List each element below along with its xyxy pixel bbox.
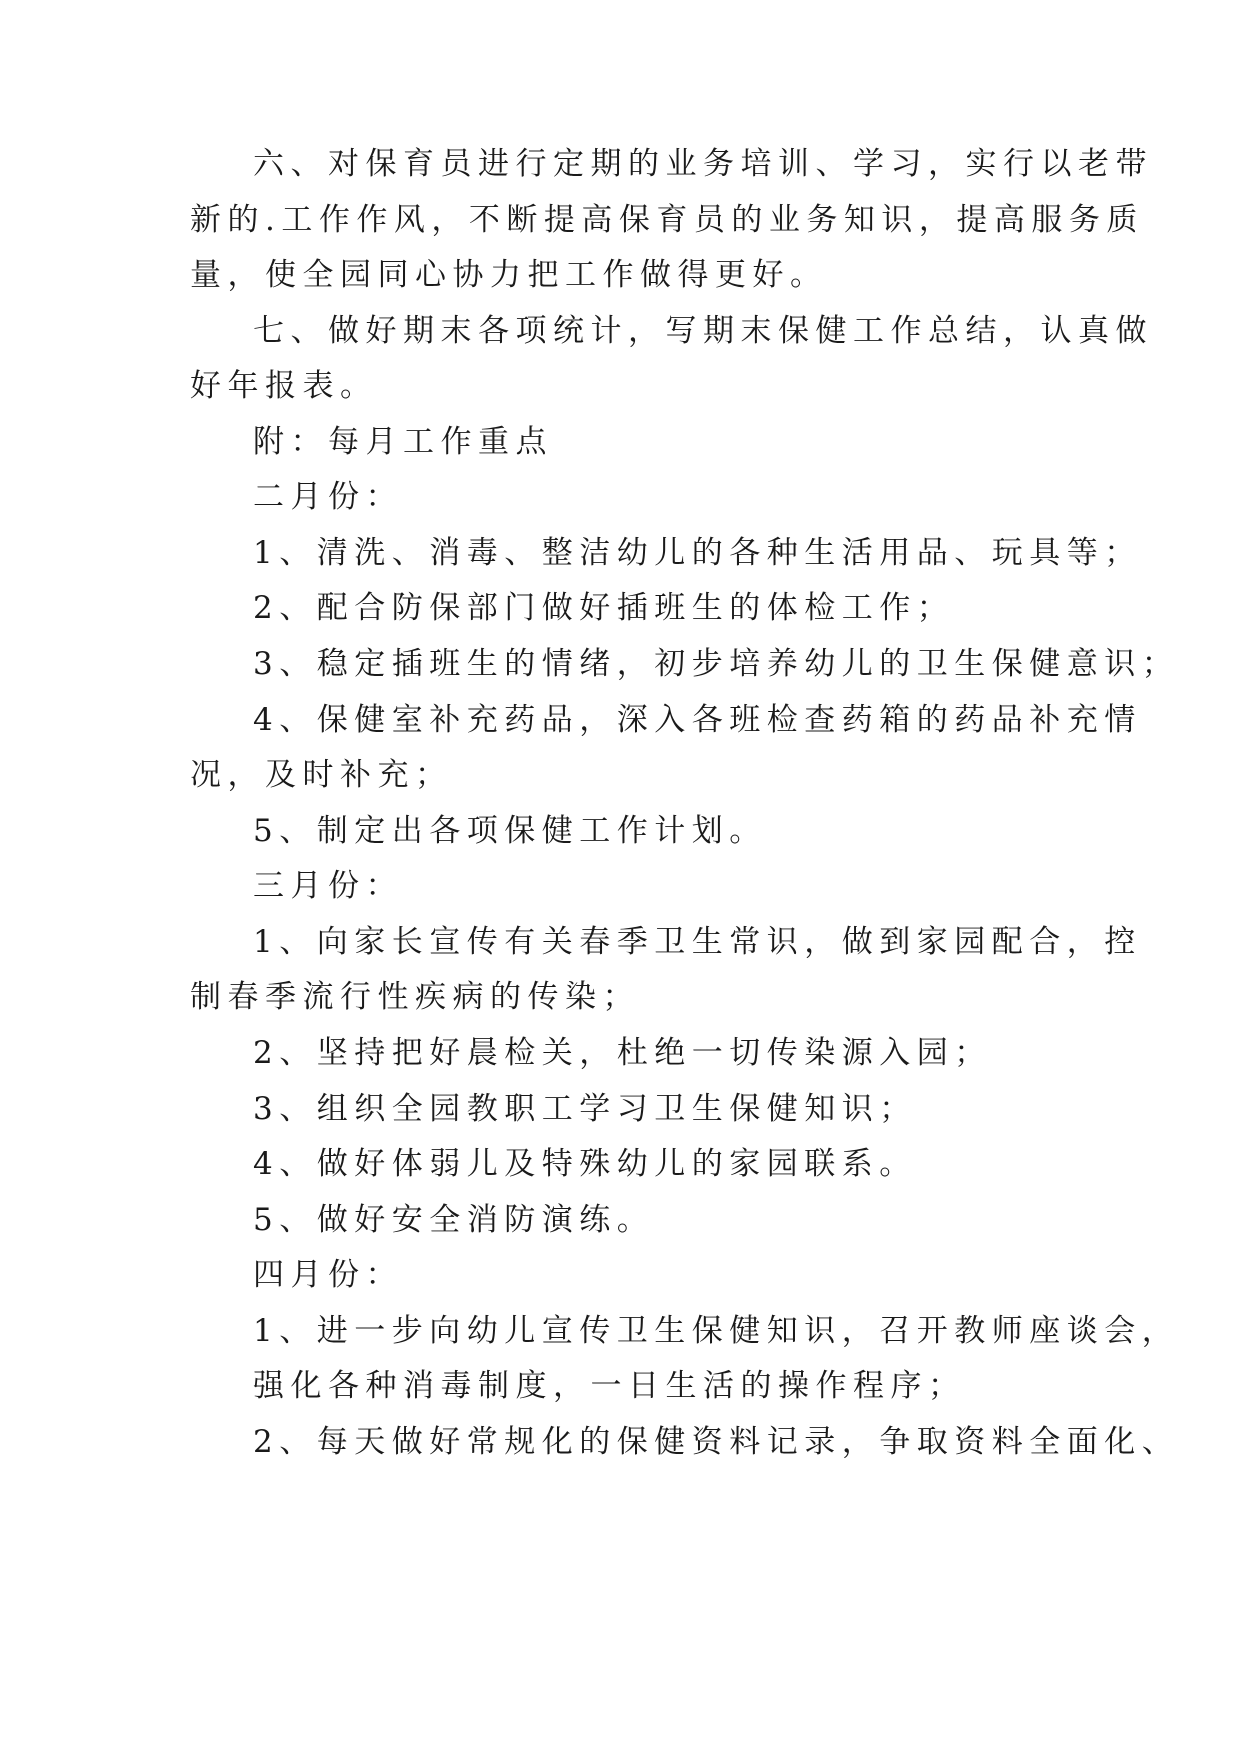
feb-item-5: 5、制定出各项保健工作计划。 [253, 813, 767, 849]
mar-item-4: 4、做好体弱儿及特殊幼儿的家园联系。 [253, 1146, 917, 1182]
paragraph-7-line-1: 七、做好期末各项统计，写期末保健工作总结，认真做 [253, 313, 1153, 349]
feb-item-4-line-1: 4、保健室补充药品，深入各班检查药箱的药品补充情 [253, 702, 1142, 738]
mar-item-2: 2、坚持把好晨检关，杜绝一切传染源入园； [253, 1035, 992, 1071]
feb-item-1: 1、清洗、消毒、整洁幼儿的各种生活用品、玩具等； [253, 535, 1142, 571]
mar-item-5: 5、做好安全消防演练。 [253, 1202, 655, 1238]
feb-item-2: 2、配合防保部门做好插班生的体检工作； [253, 590, 955, 626]
month-heading-feb: 二月份： [253, 479, 403, 515]
paragraph-6-line-3: 量，使全园同心协力把工作做得更好。 [190, 257, 828, 293]
feb-item-3: 3、稳定插班生的情绪，初步培养幼儿的卫生保健意识； [253, 646, 1180, 682]
paragraph-6-line-2: 新的.工作作风，不断提高保育员的业务知识，提高服务质 [190, 202, 1144, 238]
month-heading-apr: 四月份： [253, 1257, 403, 1293]
paragraph-7-line-2: 好年报表。 [190, 368, 378, 404]
apr-item-2-line-1: 2、每天做好常规化的保健资料记录，争取资料全面化、 [253, 1424, 1180, 1460]
mar-item-1-line-1: 1、向家长宣传有关春季卫生常识，做到家园配合，控 [253, 924, 1142, 960]
paragraph-6-line-1: 六、对保育员进行定期的业务培训、学习，实行以老带 [253, 146, 1153, 182]
appendix-heading: 附：每月工作重点 [253, 424, 553, 460]
feb-item-4-line-2: 况，及时补充； [190, 757, 453, 793]
apr-item-1-line-2: 强化各种消毒制度，一日生活的操作程序； [253, 1368, 966, 1404]
apr-item-1-line-1: 1、进一步向幼儿宣传卫生保健知识，召开教师座谈会， [253, 1313, 1180, 1349]
mar-item-1-line-2: 制春季流行性疾病的传染； [190, 979, 640, 1015]
month-heading-mar: 三月份： [253, 868, 403, 904]
mar-item-3: 3、组织全园教职工学习卫生保健知识； [253, 1091, 917, 1127]
